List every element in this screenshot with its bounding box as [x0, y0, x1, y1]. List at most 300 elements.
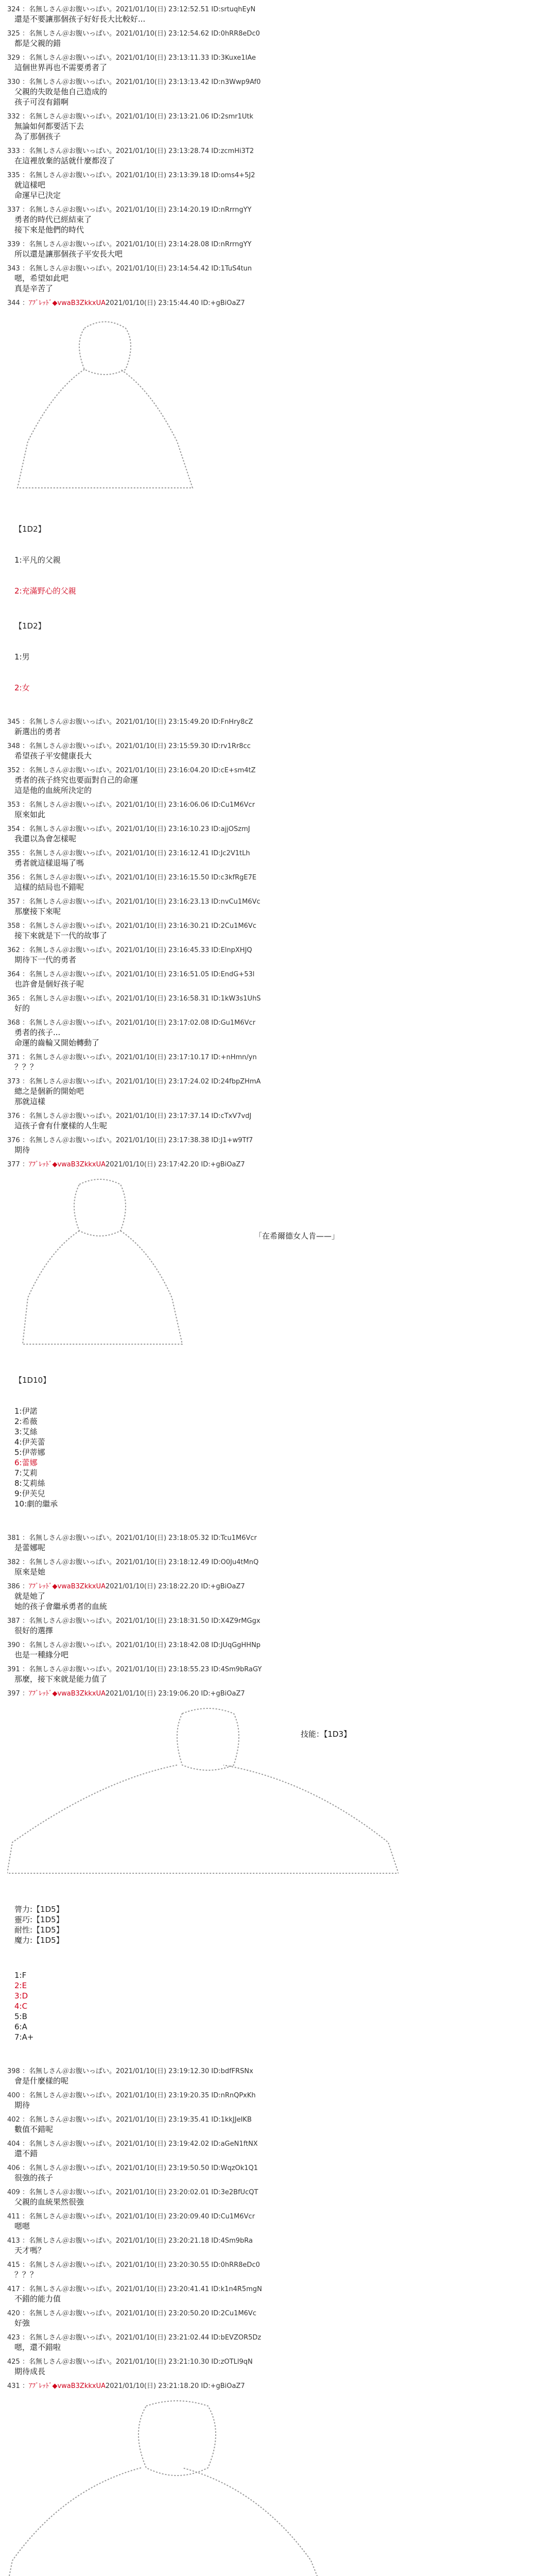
post-body: 還不錯 — [14, 2149, 38, 2158]
post-meta: 2021/01/10(日) 23:16:04.20 ID:cE+sm4tZ — [115, 767, 256, 774]
figure-1 — [7, 313, 203, 498]
post-meta: 2021/01/10(日) 23:17:24.02 ID:24fbpZHmA — [115, 1078, 261, 1086]
poster-name: 名無しさん＠お腹いっぱい。 — [28, 2164, 116, 2172]
figure-2 — [7, 1174, 193, 1349]
post — [7, 766, 549, 795]
poster-name: 名無しさん＠お腹いっぱい。 — [28, 2310, 116, 2317]
poster-name: ｱﾌﾞﾚｯﾄﾞ — [28, 1583, 53, 1590]
post-header — [7, 171, 549, 180]
post — [7, 2236, 549, 2256]
post-body: 勇者就這樣退場了嗎 — [14, 858, 84, 868]
post-number[interactable]: 335 ： — [7, 172, 29, 179]
post-number[interactable]: 391 ： — [7, 1666, 29, 1673]
post — [7, 897, 549, 917]
post-meta: 2021/01/10(日) 23:16:58.31 ID:1kW3s1UhS — [115, 995, 261, 1003]
poster-name: 名無しさん＠お腹いっぱい。 — [28, 54, 116, 62]
poster-name: 名無しさん＠お腹いっぱい。 — [28, 1641, 116, 1649]
post-header — [7, 2164, 549, 2173]
post-header — [7, 1053, 549, 1062]
post-body: 是蕾娜呢 — [14, 1543, 46, 1552]
post-meta: 2021/01/10(日) 23:18:12.49 ID:O0Ju4tMnQ — [115, 1558, 259, 1566]
post-header — [7, 2309, 549, 2318]
post-number[interactable]: 362 ： — [7, 946, 29, 954]
poster-name: 名無しさん＠お腹いっぱい。 — [28, 2237, 116, 2245]
post-body: 這孩子會有什麼樣的人生呢 — [14, 1121, 108, 1130]
post-number[interactable]: 333 ： — [7, 147, 29, 155]
poster-trip: ◆vwaB3ZkkxUA — [52, 1583, 106, 1590]
post-body: 勇者的孩子... 命運的齒輪又開始轉動了 — [14, 1028, 100, 1047]
poster-name: 名無しさん＠お腹いっぱい。 — [28, 206, 116, 214]
post-header — [7, 1136, 549, 1145]
poster-name: 名無しさん＠お腹いっぱい。 — [28, 1137, 116, 1144]
post-number[interactable]: 382 ： — [7, 1558, 29, 1566]
post — [7, 2358, 549, 2377]
post-meta: 2021/01/10(日) 23:16:10.23 ID:ajjOSzmJ — [115, 825, 250, 833]
post — [7, 29, 549, 48]
text-line: 3:艾絲 — [14, 1427, 38, 1436]
post-body: 數值不錯呢 — [14, 2125, 54, 2134]
text-line: 8:艾莉絲 — [14, 1479, 45, 1488]
post-meta: 2021/01/10(日) 23:16:15.50 ID:c3kfRgE7E — [115, 874, 257, 882]
post-body: 所以還是讓那個孩子平安長大吧 — [14, 249, 123, 259]
post-meta: 2021/01/10(日) 23:16:45.33 ID:ElnpXHJQ — [115, 946, 252, 954]
post-meta: 2021/01/10(日) 23:16:12.41 ID:Jc2V1tLh — [115, 850, 250, 857]
poster-name: 名無しさん＠お腹いっぱい。 — [28, 874, 116, 882]
poster-name: 名無しさん＠お腹いっぱい。 — [28, 922, 116, 930]
post — [7, 801, 549, 820]
post-body: ？？？ — [14, 2270, 38, 2279]
op-post — [7, 1689, 549, 1698]
post — [7, 849, 549, 868]
post-meta: 2021/01/10(日) 23:19:35.41 ID:1kkJJeIKB — [115, 2116, 252, 2124]
post-header — [7, 2188, 549, 2197]
poster-name: 名無しさん＠お腹いっぱい。 — [28, 1054, 116, 1061]
post-body: 也許會是個好孩子呢 — [14, 979, 84, 989]
post-body: 父親的失敗是他自己造成的 孩子可沒有錯啊 — [14, 87, 108, 107]
post-meta: 2021/01/10(日) 23:17:02.08 ID:Gu1M6Vcr — [115, 1019, 256, 1027]
post-meta: 2021/01/10(日) 23:19:42.02 ID:aGeN1ftNX — [115, 2140, 258, 2148]
post-number[interactable]: 365 ： — [7, 995, 29, 1003]
post-header — [7, 718, 549, 726]
post-meta: 2021/01/10(日) 23:12:52.51 ID:srtuqhEyN — [115, 6, 256, 13]
speech-bubble: 「在希爾德女人肯——」 — [254, 1231, 340, 1241]
post-meta: 2021/01/10(日) 23:13:21.06 ID:2smr1Utk — [115, 113, 254, 121]
text-line: 4:C — [14, 2002, 28, 2011]
text-line: 耐性:【1D5】 — [14, 1925, 64, 1935]
poster-name: 名無しさん＠お腹いっぱい。 — [28, 1534, 116, 1542]
post-number[interactable]: 390 ： — [7, 1641, 29, 1649]
post-body: 會是什麼樣的呢 — [14, 2076, 69, 2086]
post-body: 原來如此 — [14, 810, 46, 819]
post — [7, 1641, 549, 1660]
text-line: 膂力:【1D5】 — [14, 1905, 64, 1914]
post-list — [7, 1534, 549, 1684]
post-meta: 2021/01/10(日) 23:18:55.23 ID:4Sm9bRaGY — [115, 1666, 262, 1673]
post-header — [7, 240, 549, 249]
post-number[interactable]: 330 ： — [7, 78, 29, 86]
post-body: 我還以為會怎樣呢 — [14, 834, 77, 843]
post-meta: 2021/01/10(日) 23:12:54.62 ID:0hRR8eDc0 — [115, 30, 260, 38]
post — [7, 78, 549, 107]
post-meta: 2021/01/10(日) 23:17:10.17 ID:+nHmn/yn — [115, 1054, 257, 1061]
post-number[interactable]: 402 ： — [7, 2116, 29, 2124]
post-header — [7, 1617, 549, 1625]
post — [7, 2115, 549, 2134]
post-header — [7, 2212, 549, 2221]
post-header — [7, 264, 549, 273]
post — [7, 946, 549, 965]
post-header — [7, 2285, 549, 2294]
post-header — [7, 2236, 549, 2245]
text-line: 6:蕾娜 — [14, 1458, 38, 1467]
choice-block: 【1D2】 1:平凡的父親 2:充滿野心的父親 【1D2】 1:男 2:女 — [7, 503, 549, 714]
stats-block — [7, 1884, 549, 2063]
poster-name: 名無しさん＠お腹いっぱい。 — [28, 2213, 116, 2221]
post — [7, 2212, 549, 2231]
post-body: 也是一種緣分吧 — [14, 1650, 69, 1659]
post-header — [7, 946, 549, 955]
text-line: 3:D — [14, 1991, 28, 2001]
post-header — [7, 5, 549, 14]
post-header — [7, 2333, 549, 2342]
post-number[interactable]: 356 ： — [7, 874, 29, 882]
post-body: 那麼接下來呢 — [14, 907, 61, 916]
post-body: 嗯嗯 — [14, 2222, 30, 2231]
post-header — [7, 1558, 549, 1567]
poster-name: 名無しさん＠お腹いっぱい。 — [28, 78, 116, 86]
post-meta: 2021/01/10(日) 23:16:06.06 ID:Cu1M6Vcr — [115, 801, 255, 809]
post-header — [7, 970, 549, 979]
poster-name: 名無しさん＠お腹いっぱい。 — [28, 995, 116, 1003]
post-meta: 2021/01/10(日) 23:20:09.40 ID:Cu1M6Vcr — [115, 2213, 255, 2221]
post-number[interactable]: 373 ： — [7, 1078, 29, 1086]
post-number[interactable]: 357 ： — [7, 898, 29, 906]
post — [7, 1558, 549, 1577]
post-list — [7, 718, 549, 1155]
poster-name: 名無しさん＠お腹いっぱい。 — [28, 742, 116, 750]
poster-name: 名無しさん＠お腹いっぱい。 — [28, 801, 116, 809]
post-header — [7, 1582, 549, 1591]
post-meta: 2021/01/10(日) 23:16:51.05 ID:EndG+53l — [115, 971, 255, 978]
post-header — [7, 1641, 549, 1650]
post-number[interactable]: 415 ： — [7, 2261, 29, 2269]
post — [7, 1136, 549, 1155]
post-header — [7, 206, 549, 214]
post-number[interactable]: 355 ： — [7, 850, 29, 857]
post — [7, 718, 549, 737]
post-meta: 2021/01/10(日) 23:14:54.42 ID:1TuS4tun — [115, 265, 252, 273]
post-body: 期待 — [14, 1145, 30, 1155]
post-header — [7, 1077, 549, 1086]
text-line: 靈巧:【1D5】 — [14, 1915, 64, 1924]
post-meta: 2021/01/10(日) 23:19:50.50 ID:WqzOk1Q1 — [115, 2164, 258, 2172]
text-line: 7:艾莉 — [14, 1468, 38, 1478]
post-meta: 2021/01/10(日) 23:18:05.32 ID:Tcu1M6Vcr — [115, 1534, 257, 1542]
post — [7, 2140, 549, 2159]
post-meta: 2021/01/10(日) 23:19:12.30 ID:bdfFRSNx — [115, 2067, 253, 2075]
post — [7, 2091, 549, 2110]
poster-name: 名無しさん＠お腹いっぱい。 — [28, 241, 116, 248]
post — [7, 2333, 549, 2352]
post-number[interactable]: 332 ： — [7, 113, 29, 121]
post-number[interactable]: 371 ： — [7, 1054, 29, 1061]
post-header — [7, 29, 549, 38]
post-number[interactable]: 329 ： — [7, 54, 29, 62]
post-header — [7, 2115, 549, 2124]
post-list — [7, 2067, 549, 2377]
poster-name: 名無しさん＠お腹いっぱい。 — [28, 172, 116, 179]
post-number[interactable]: 364 ： — [7, 971, 29, 978]
post-meta: 2021/01/10(日) 23:15:59.30 ID:rv1Rr8cc — [115, 742, 251, 750]
poster-name: 名無しさん＠お腹いっぱい。 — [28, 2116, 116, 2124]
post-number[interactable]: 324 ： — [7, 6, 29, 13]
figure-4 — [7, 2396, 326, 2576]
post-meta: 2021/01/10(日) 23:13:28.74 ID:zcmHi3T2 — [115, 147, 254, 155]
post-number[interactable]: 381 ： — [7, 1534, 29, 1542]
post-body: 勇者的孩子終究也要面對自己的命運 這是他的血統所決定的 — [14, 775, 138, 795]
post-header — [7, 825, 549, 834]
post — [7, 1582, 549, 1612]
post-list — [7, 5, 549, 294]
post-meta: 2021/01/10(日) 23:15:49.20 ID:FnHry8cZ — [115, 718, 253, 726]
post — [7, 742, 549, 761]
post — [7, 994, 549, 1013]
ascii-art-figure — [7, 313, 549, 498]
post-meta: 2021/01/10(日) 23:14:20.19 ID:nRrrngYY — [115, 206, 252, 214]
post-body: 期待 — [14, 2100, 30, 2110]
post-number[interactable]: 368 ： — [7, 1019, 29, 1027]
post-number[interactable]: 417 ： — [7, 2285, 29, 2293]
post — [7, 264, 549, 294]
poster-name: 名無しさん＠お腹いっぱい。 — [28, 2189, 116, 2196]
post-header — [7, 994, 549, 1003]
poster-name: 名無しさん＠お腹いっぱい。 — [28, 2358, 116, 2366]
ascii-art-figure — [7, 1174, 549, 1349]
post-number[interactable]: 409 ： — [7, 2189, 29, 2196]
post-header — [7, 54, 549, 62]
poster-name: 名無しさん＠お腹いっぱい。 — [28, 850, 116, 857]
poster-name: 名無しさん＠お腹いっぱい。 — [28, 1019, 116, 1027]
post-header — [7, 1112, 549, 1121]
poster-name: 名無しさん＠お腹いっぱい。 — [28, 2285, 116, 2293]
post-body: 在這裡放棄的話就什麼都沒了 — [14, 156, 115, 165]
post-header — [7, 2140, 549, 2148]
post-header: 344 ：ｱﾌﾞﾚｯﾄﾞ◆vwaB3ZkkxUA2021/01/10(日) 23:15:44.40 ID:+gBiOaZ7 — [7, 299, 245, 307]
post-body: 天才嗎？ — [14, 2246, 46, 2255]
post-number[interactable]: 343 ： — [7, 265, 29, 273]
text-line: 10:劇的繼承 — [14, 1499, 58, 1509]
post — [7, 147, 549, 166]
post — [7, 171, 549, 200]
post-number[interactable]: 413 ： — [7, 2237, 29, 2245]
poster-name: 名無しさん＠お腹いっぱい。 — [28, 1558, 116, 1566]
post-meta: 2021/01/10(日) 23:16:23.13 ID:nvCu1M6Vc — [115, 898, 260, 906]
post-number[interactable]: 398 ： — [7, 2067, 29, 2075]
poster-name: 名無しさん＠お腹いっぱい。 — [28, 2140, 116, 2148]
post-body: 期待成長 — [14, 2367, 46, 2376]
post-number[interactable]: 420 ： — [7, 2310, 29, 2317]
post-body: 好強 — [14, 2318, 30, 2328]
post-header — [7, 766, 549, 775]
post — [7, 1077, 549, 1107]
post — [7, 240, 549, 259]
post-meta: 2021/01/10(日) 23:21:10.30 ID:zOTLl9qN — [115, 2358, 253, 2366]
post-number[interactable]: 339 ： — [7, 241, 29, 248]
post-meta: 2021/01/10(日) 23:17:38.38 ID:J1+w9Tf7 — [115, 1137, 253, 1144]
post-meta: 2021/01/10(日) 23:17:37.14 ID:cTxV7vdJ — [115, 1112, 252, 1120]
post-header — [7, 2091, 549, 2100]
text-line: 2:希薇 — [14, 1417, 38, 1426]
poster-name: 名無しさん＠お腹いっぱい。 — [28, 767, 116, 774]
poster-name: 名無しさん＠お腹いっぱい。 — [28, 2334, 116, 2342]
post-meta: 2021/01/10(日) 23:13:11.33 ID:3Kuxe1IAe — [115, 54, 256, 62]
poster-name: 名無しさん＠お腹いっぱい。 — [28, 30, 116, 38]
post-number[interactable]: 337 ： — [7, 206, 29, 214]
post — [7, 2285, 549, 2304]
poster-name: 名無しさん＠お腹いっぱい。 — [28, 1666, 116, 1673]
post-body: 都是父親的錯 — [14, 39, 61, 48]
post-number[interactable]: 425 ： — [7, 2358, 29, 2366]
post-meta: 2021/01/10(日) 23:20:21.18 ID:4Sm9bRa — [115, 2237, 253, 2245]
post — [7, 54, 549, 73]
post-body: 就是她了 她的孩子會繼承勇者的血統 — [14, 1591, 108, 1611]
text-line: 魔力:【1D5】 — [14, 1936, 64, 1945]
post-meta: 2021/01/10(日) 23:20:02.01 ID:3e2BfUcQT — [115, 2189, 258, 2196]
post-number[interactable]: 387 ： — [7, 1617, 29, 1625]
post-meta: 2021/01/10(日) 23:19:20.35 ID:nRnQPxKh — [115, 2092, 256, 2099]
post-header — [7, 147, 549, 156]
post-header — [7, 2358, 549, 2366]
post-header — [7, 112, 549, 121]
poster-name: 名無しさん＠お腹いっぱい。 — [28, 2067, 116, 2075]
poster-name: 名無しさん＠お腹いっぱい。 — [28, 147, 116, 155]
post — [7, 1053, 549, 1072]
post-body: 期待下一代的勇者 — [14, 955, 77, 964]
post-header — [7, 897, 549, 906]
post-body: 不錯的能力值 — [14, 2294, 61, 2303]
post-number[interactable]: 376 ： — [7, 1137, 29, 1144]
post-number[interactable]: 348 ： — [7, 742, 29, 750]
post-header — [7, 78, 549, 87]
post-body: 新選出的勇者 — [14, 727, 61, 736]
post — [7, 1665, 549, 1684]
post-body: 這個世界再也不需要勇者了 — [14, 63, 108, 72]
post — [7, 2164, 549, 2183]
poster-name: 名無しさん＠お腹いっぱい。 — [28, 1078, 116, 1086]
poster-name: 名無しさん＠お腹いっぱい。 — [28, 2261, 116, 2269]
post-meta: 2021/01/10(日) 23:18:22.20 ID:+gBiOaZ7 — [106, 1583, 245, 1590]
post-number[interactable]: 400 ： — [7, 2092, 29, 2099]
post-header — [7, 1534, 549, 1543]
op-post — [7, 1160, 549, 1169]
post — [7, 1019, 549, 1048]
post-body: 無論如何都要活下去 為了那個孩子 — [14, 122, 84, 141]
post-number[interactable]: 411 ： — [7, 2213, 29, 2221]
post — [7, 1112, 549, 1131]
post-header: 377 ：ｱﾌﾞﾚｯﾄﾞ◆vwaB3ZkkxUA2021/01/10(日) 23:17:42.20 ID:+gBiOaZ7 — [7, 1161, 245, 1168]
post — [7, 2188, 549, 2207]
speech-bubble: 技能：【1D3】 — [301, 1730, 352, 1739]
post-body: 父親的血統果然很強 — [14, 2197, 84, 2207]
post — [7, 1617, 549, 1636]
post-header — [7, 801, 549, 809]
post — [7, 2309, 549, 2328]
text-line: 1:伊諾 — [14, 1406, 38, 1416]
post — [7, 825, 549, 844]
choice-heading: 【1D2】 — [14, 524, 46, 534]
post-body: 嗯，希望如此吧 真是辛苦了 — [14, 274, 69, 293]
post-header — [7, 922, 549, 930]
poster-name: 名無しさん＠お腹いっぱい。 — [28, 113, 116, 121]
post — [7, 5, 549, 24]
poster-name: 名無しさん＠お腹いっぱい。 — [28, 2092, 116, 2099]
post-number[interactable]: 423 ： — [7, 2334, 29, 2342]
poster-name: 名無しさん＠お腹いっぱい。 — [28, 825, 116, 833]
post-body: 嗯，還不錯啦 — [14, 2343, 61, 2352]
post-body: 好的 — [14, 1004, 30, 1013]
post-number[interactable]: 404 ： — [7, 2140, 29, 2148]
post-number[interactable]: 354 ： — [7, 825, 29, 833]
poster-name: 名無しさん＠お腹いっぱい。 — [28, 718, 116, 726]
op-post — [7, 2382, 549, 2391]
post — [7, 206, 549, 235]
poster-name: 名無しさん＠お腹いっぱい。 — [28, 971, 116, 978]
post-header — [7, 1019, 549, 1027]
post — [7, 1534, 549, 1553]
post-header — [7, 1665, 549, 1674]
text-line: 4:伊芙蕾 — [14, 1437, 45, 1447]
post-meta: 2021/01/10(日) 23:13:39.18 ID:oms4+5J2 — [115, 172, 255, 179]
text-line: 5:伊蒂娜 — [14, 1448, 45, 1457]
post-number[interactable]: 352 ： — [7, 767, 29, 774]
ascii-art-figure — [7, 2396, 549, 2576]
post-meta: 2021/01/10(日) 23:13:13.42 ID:n3Wwp9Af0 — [115, 78, 261, 86]
post-body: 還是不要讓那個孩子好好長大比較好... — [14, 14, 146, 24]
choice-block — [7, 1354, 549, 1530]
post-header: 397 ：ｱﾌﾞﾚｯﾄﾞ◆vwaB3ZkkxUA2021/01/10(日) 23:19:06.20 ID:+gBiOaZ7 — [7, 1690, 245, 1698]
post-body: 原來是她 — [14, 1567, 46, 1577]
post-number[interactable]: 406 ： — [7, 2164, 29, 2172]
post-number[interactable]: 358 ： — [7, 922, 29, 930]
post-number[interactable]: 353 ： — [7, 801, 29, 809]
post-meta: 2021/01/10(日) 23:18:31.50 ID:X4Z9rMGgx — [115, 1617, 260, 1625]
post-body: 這樣的結局也不錯呢 — [14, 883, 84, 892]
text-line: 1:F — [14, 1971, 27, 1980]
post-body: 那麼，接下來就是能力值了 — [14, 1674, 108, 1684]
post-number[interactable]: 376 ： — [7, 1112, 29, 1120]
poster-name: 名無しさん＠お腹いっぱい。 — [28, 1112, 116, 1120]
post-meta: 2021/01/10(日) 23:14:28.08 ID:nRrrngYY — [115, 241, 252, 248]
post-body: 就這樣吧 命運早已決定 — [14, 180, 61, 200]
post — [7, 922, 549, 941]
post-body: 接下來就是下一代的故事了 — [14, 931, 108, 940]
post-meta: 2021/01/10(日) 23:21:02.44 ID:bEVZOR5Dz — [115, 2334, 262, 2342]
post-body: ？？？ — [14, 1062, 38, 1072]
text-line: 7:A+ — [14, 2032, 34, 2042]
post-number[interactable]: 345 ： — [7, 718, 29, 726]
post-number[interactable]: 325 ： — [7, 30, 29, 38]
post — [7, 873, 549, 892]
post — [7, 2261, 549, 2280]
post-meta: 2021/01/10(日) 23:20:30.55 ID:0hRR8eDc0 — [115, 2261, 260, 2269]
post-number[interactable]: 386 ： — [7, 1583, 29, 1590]
poster-name: 名無しさん＠お腹いっぱい。 — [28, 265, 116, 273]
post-header — [7, 849, 549, 858]
post-body: 希望孩子平安健康長大 — [14, 751, 92, 760]
poster-name: 名無しさん＠お腹いっぱい。 — [28, 898, 116, 906]
post-body: 勇者的時代已經結束了 接下來是他們的時代 — [14, 215, 92, 234]
post — [7, 2067, 549, 2086]
